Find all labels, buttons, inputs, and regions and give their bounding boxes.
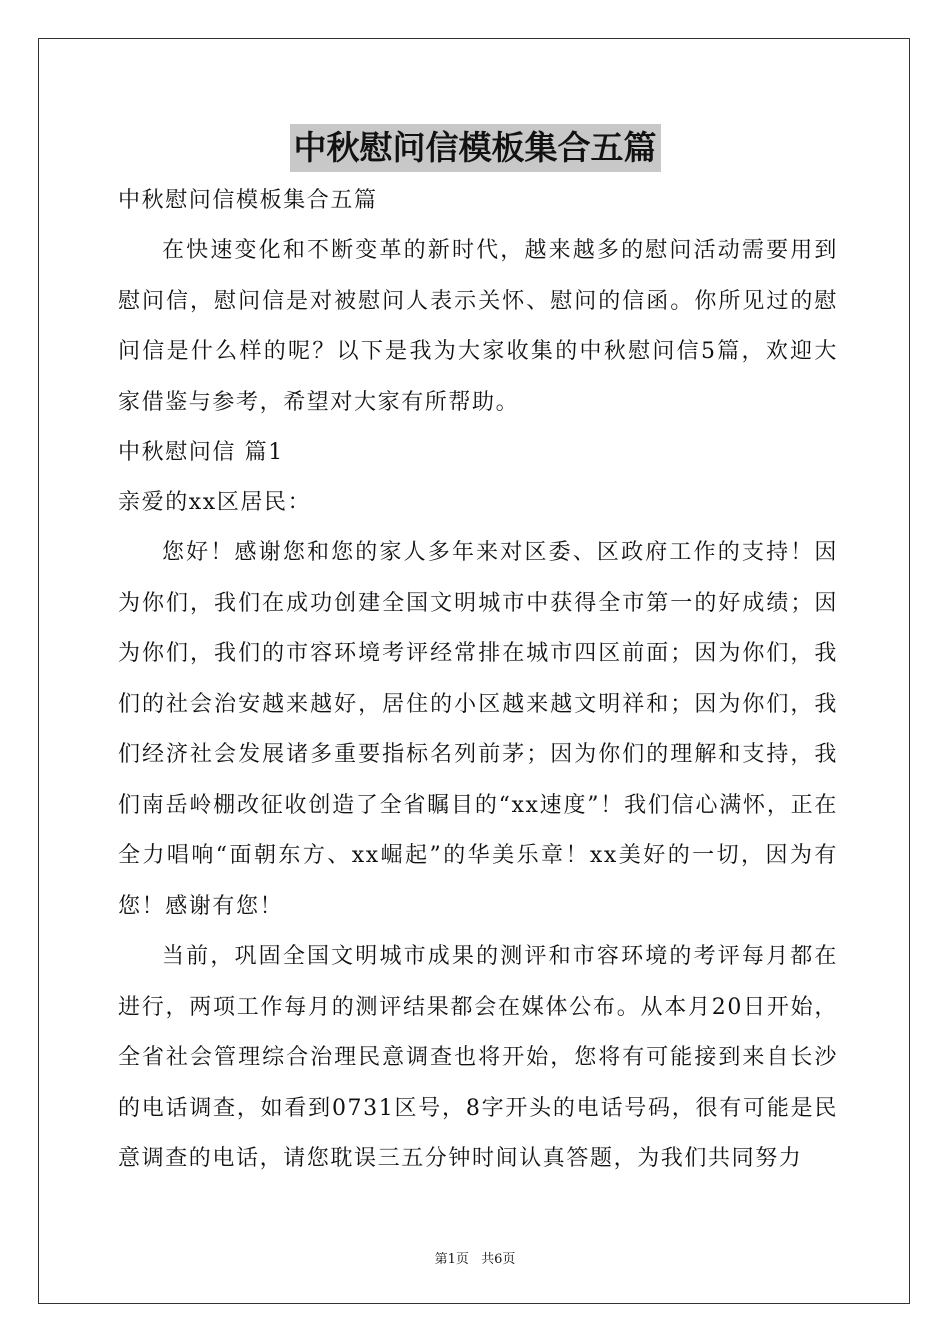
body-paragraph-1: 您好！感谢您和您的家人多年来对区委、区政府工作的支持！因为你们，我们在成功创建全国文明城市中获得全市第一的好成绩；因为你们，我们的市容环境考评经常排在城市四区前面；因为你们，我们的社会治安越来越好，居住的小区越来越文明祥和；因为你们，我们经济社会发展诸多重要指标名列前茅；因为你们的理解和支持，我们南岳岭棚改征收创造了全省瞩目的“xx速度”！我们信心满怀，正在全力唱响“面朝东方、xx崛起”的华美乐章！xx美好的一切，因为有您！感谢有您！ (118, 540, 838, 919)
page-number: 第1页 (434, 1252, 469, 1267)
body-paragraph-2: 当前，巩固全国文明城市成果的测评和市容环境的考评每月都在进行，两项工作每月的测评结果都会在媒体公布。从本月20日开始，全省社会管理综合治理民意调查也将开始，您将有可能接到来自长沙的电话调查，如看到0731区号，8字开头的电话号码，很有可能是民意调查的电话，请您耽误三五分钟时间认真答题，为我们共同努力 (118, 944, 838, 1171)
document-title: 中秋慰问信模板集合五篇 (290, 124, 661, 172)
document-subtitle: 中秋慰问信模板集合五篇 (118, 188, 378, 213)
salutation: 亲爱的xx区居民： (118, 490, 312, 515)
intro-paragraph: 在快速变化和不断变革的新时代，越来越多的慰问活动需要用到慰问信，慰问信是对被慰问人表示关怀、慰问的信函。你所见过的慰问信是什么样的呢？以下是我为大家收集的中秋慰问信5篇，欢迎大家借鉴与参考，希望对大家有所帮助。 (118, 238, 838, 415)
page-footer (0, 1248, 950, 1267)
title-area (0, 124, 950, 172)
page-total: 共6页 (481, 1252, 516, 1267)
document-body (118, 176, 838, 1185)
section-heading: 中秋慰问信 篇1 (118, 440, 284, 465)
